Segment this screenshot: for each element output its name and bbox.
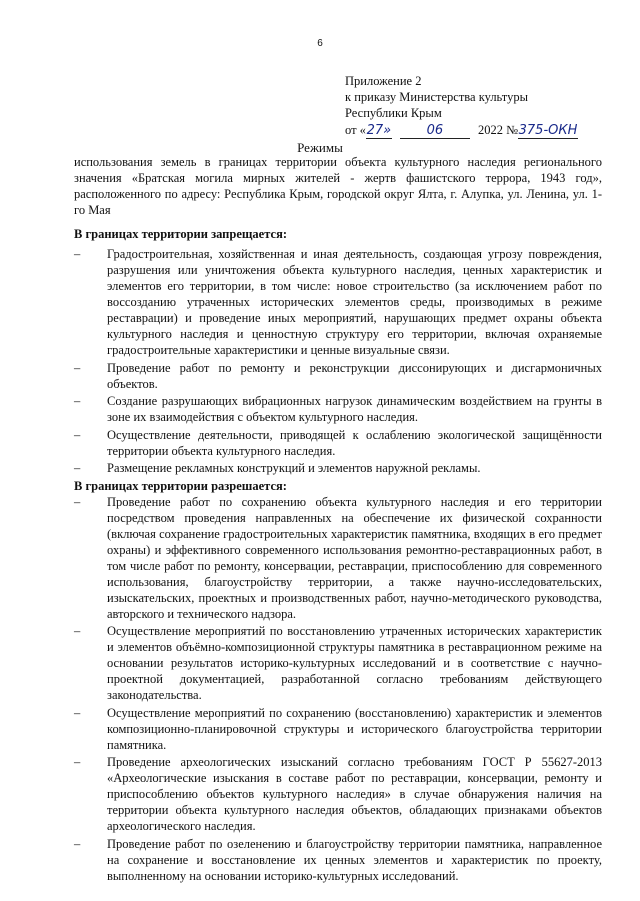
- list-item-text: Создание разрушающих вибрационных нагрузок динамическим воздействием на грунты в зоне их взаимодействия с объектом культурного наследия.: [107, 394, 602, 424]
- list-item-text: Проведение работ по ремонту и реконструкции диссонирующих и дисгармоничных объектов.: [107, 360, 602, 391]
- dash-marker: –: [74, 705, 81, 720]
- list-item-text: Осуществление деятельности, приводящей к ослаблению экологической защищённости территории объекта культурного наследия.: [107, 427, 602, 458]
- dash-marker: –: [74, 427, 81, 442]
- prohibited-heading: В границах территории запрещается:: [74, 227, 288, 241]
- list-item-text: Осуществление мероприятий по восстановлению утраченных исторических характеристик и элементов объёмно-композиционной структуры памятника в реставрационном режиме на основании результатов историко-культурных исследований и в соответствие с научно-проектной документацией, разработанной согласно требованиям действующего законодательства.: [107, 624, 602, 702]
- order-day-handwritten: 27»: [366, 122, 392, 138]
- list-item: [74, 623, 602, 703]
- permitted-heading: В границах территории разрешается:: [74, 478, 287, 493]
- list-item-text: Проведение работ по озеленению и благоустройству территории памятника, направленное на сохранение и восстановление их ценных элементов и характеристик по проекту, выполненному на основании историко-культурных исследований.: [107, 836, 602, 883]
- list-item: [74, 494, 602, 622]
- list-item-text: Проведение работ по сохранению объекта культурного наследия и его территории посредством проведения направленных на обеспечение их физической сохранности (включая сохранение градостроительных характеристик памятника, входящих в его предмет охраны) и эффективного современного использования ремонтно-реставрационных работ, в том числе работ по ремонту, консервации, реставрации, приспособлению для современного использования, благоустройству территории, а также научно-исследовательских, изыскательских, проектных и производственных работ, научно-методического руководства, авторского и технического надзора.: [107, 494, 602, 621]
- permitted-list: [74, 494, 602, 884]
- document-body: [74, 226, 602, 885]
- dash-marker: –: [74, 836, 81, 851]
- list-item: [74, 836, 602, 884]
- prohibited-list: [74, 246, 602, 476]
- document-title: Режимы: [297, 140, 343, 155]
- order-year-label: 2022 №: [477, 122, 518, 137]
- list-item-text: Градостроительная, хозяйственная и иная деятельность, создающая угрозу повреждения, разрушения или уничтожения объекта культурного наследия, ценных характеристик и элементов его территории, в том числе: новое строительство (за исключением работ по воссозданию утраченных исторических элементов среды, производимых в режиме реставрации) и проведение иных мероприятий, нарушающих предмет охраны объекта культурного наследия и ценностную структуру его территории, включая охраняемые градостроительные характеристики и ценные визуальные связи.: [107, 247, 602, 357]
- list-item: [74, 360, 602, 392]
- appendix-header: [345, 73, 578, 139]
- dash-marker: –: [74, 461, 81, 475]
- dash-marker: –: [74, 755, 81, 769]
- list-item-text: Размещение рекламных конструкций и элементов наружной рекламы.: [107, 461, 481, 475]
- dash-marker: –: [74, 494, 81, 509]
- list-item: [74, 427, 602, 459]
- order-month-handwritten: 06: [400, 124, 470, 139]
- order-number-handwritten: 375-ОКН: [518, 122, 578, 138]
- page-number: 6: [317, 38, 323, 49]
- list-item: [74, 246, 602, 358]
- order-from-label: от «: [345, 122, 366, 137]
- document-intro: использования земель в границах территории объекта культурного наследия регионального значения «Братская могила мирных жителей - жертв фашистского террора, 1943 год», расположенного по адресу: Республика Крым, городской округ Ялта, г. Алупка, ул. Ленина, ул. 1-го Мая: [74, 155, 602, 217]
- list-item-text: Проведение археологических изысканий согласно требованиям ГОСТ Р 55627-2013 «Археологические изыскания в составе работ по реставрации, консервации, ремонту и приспособлению объектов культурного наследия» в случае обнаружения наличия на территории объекта культурного наследия объектов, обладающих признаками объектов археологического наследия.: [107, 755, 602, 833]
- list-item: [74, 393, 602, 425]
- appendix-order-date-line: [345, 122, 578, 139]
- list-item: [74, 754, 602, 834]
- appendix-ministry: Республики Крым: [345, 106, 442, 121]
- appendix-order-ref: к приказу Министерства культуры: [345, 90, 528, 105]
- list-item: [74, 460, 602, 476]
- list-item-text: Осуществление мероприятий по сохранению (восстановлению) характеристик и элементов композиционно-планировочной структуры и исторического благоустройства территории памятника.: [107, 705, 602, 752]
- dash-marker: –: [74, 624, 81, 638]
- list-item: [74, 705, 602, 753]
- dash-marker: –: [74, 360, 81, 375]
- appendix-title: Приложение 2: [345, 74, 422, 88]
- dash-marker: –: [74, 247, 81, 261]
- dash-marker: –: [74, 394, 81, 408]
